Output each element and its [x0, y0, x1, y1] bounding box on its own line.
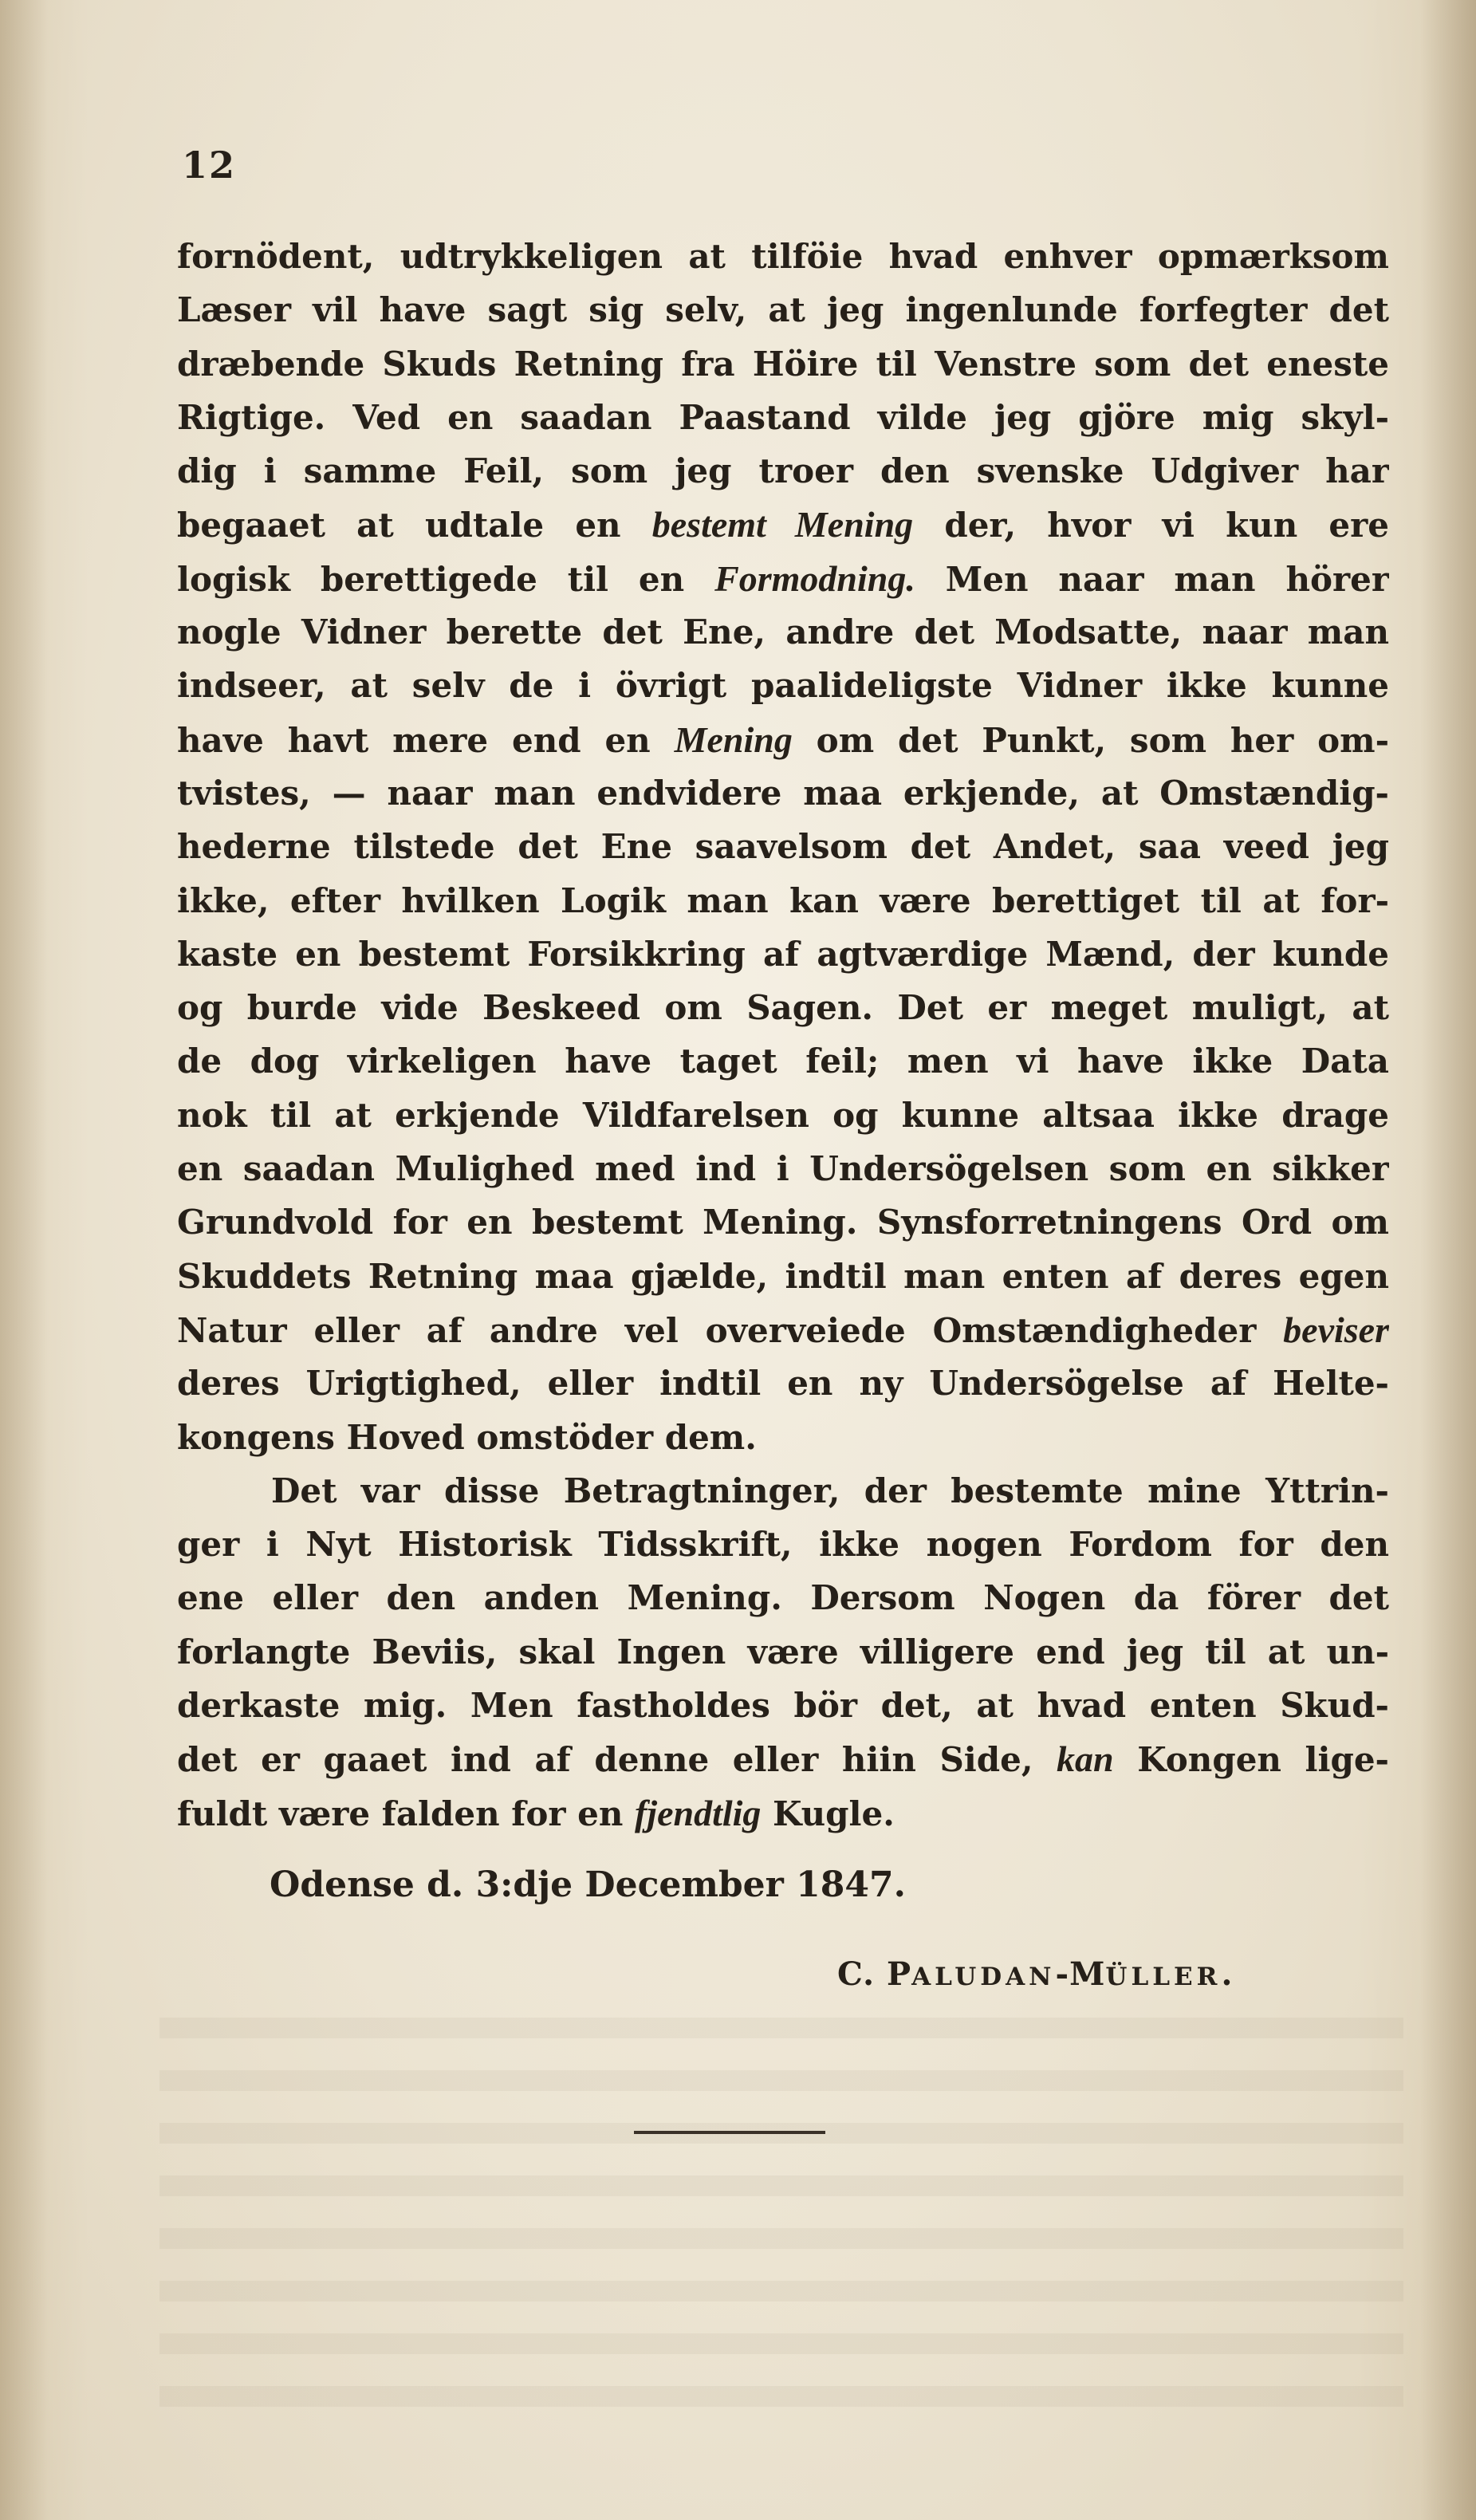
text-line: indseer, at selv de i övrigt paalideligste Vidner ikke kunne	[177, 666, 1389, 706]
text-line: nok til at erkjende Vildfarelsen og kunne altsaa ikke drage	[177, 1095, 1389, 1135]
text-segment: der, hvor vi kun ere	[913, 506, 1389, 545]
italic-emphasis: beviser	[1283, 1309, 1389, 1350]
signature-cap: P	[886, 1955, 912, 1993]
page-number: 12	[182, 144, 237, 187]
text-line	[177, 713, 1389, 766]
text-segment: det er gaaet ind af denne eller hiin Side,	[177, 1740, 1057, 1780]
text-segment: have havt mere end en	[177, 720, 675, 760]
signature-initial: C.	[837, 1955, 887, 1993]
text-line: tvistes, — naar man endvidere maa erkjende, at Omstændig-	[177, 773, 1389, 813]
text-segment: logisk berettigede til en	[177, 559, 715, 599]
text-segment: Natur eller af andre vel overveiede Omstændigheder	[177, 1310, 1284, 1350]
text-line: ikke, efter hvilken Logik man kan være berettiget til at for-	[177, 880, 1389, 920]
text-line: forlangte Beviis, skal Ingen være villigere end jeg til at un-	[177, 1632, 1389, 1671]
text-segment: Kugle.	[761, 1794, 895, 1833]
text-line: fornödent, udtrykkeligen at tilföie hvad enhver opmærksom	[177, 237, 1389, 276]
text-line: Læser vil have sagt sig selv, at jeg ingenlunde forfegter det	[177, 290, 1389, 330]
text-line: deres Urigtighed, eller indtil en ny Undersögelse af Helte-	[177, 1364, 1389, 1404]
italic-emphasis: Mening	[674, 719, 793, 760]
text-line: derkaste mig. Men fastholdes bör det, at hvad enten Skud-	[177, 1686, 1389, 1726]
paragraph-start-line: Det var disse Betragtninger, der bestemte mine Yttrin-	[271, 1471, 1389, 1510]
text-line: dræbende Skuds Retning fra Höire til Venstre som det eneste	[177, 344, 1389, 384]
text-line: en saadan Mulighed med ind i Undersögelsen som en sikker	[177, 1149, 1389, 1189]
paragraph-end-line: kongens Hoved omstöder dem.	[177, 1417, 757, 1457]
text-line	[177, 1732, 1389, 1786]
text-line	[177, 552, 1389, 605]
text-line: ger i Nyt Historisk Tidsskrift, ikke nogen Fordom for den	[177, 1525, 1389, 1565]
dateline: Odense d. 3:dje December 1847.	[270, 1864, 906, 1905]
page-shadow-left	[0, 0, 48, 2520]
text-segment: begaaet at udtale en	[177, 506, 652, 545]
text-segment: om det Punkt, som her om-	[792, 720, 1389, 760]
text-line: og burde vide Beskeed om Sagen. Det er meget muligt, at	[177, 988, 1389, 1028]
paragraph-end-line	[177, 1786, 1389, 1840]
text-line: de dog virkeligen have taget feil; men vi have ikke Data	[177, 1041, 1389, 1081]
signature-dash: -	[1055, 1955, 1070, 1993]
text-line: Skuddets Retning maa gjælde, indtil man enten af deres egen	[177, 1256, 1389, 1296]
text-line: kaste en bestemt Forsikkring af agtværdige Mænd, der kunde	[177, 934, 1389, 974]
text-line	[177, 498, 1389, 551]
author-signature	[837, 1955, 1233, 1993]
signature-small-caps: ALUDAN	[911, 1963, 1056, 1991]
signature-end: .	[1221, 1955, 1234, 1993]
bleed-through-text	[159, 2018, 1403, 2432]
italic-emphasis: kan	[1057, 1738, 1114, 1780]
section-divider-rule	[634, 2131, 825, 2134]
text-line	[177, 1303, 1389, 1356]
body-text	[177, 230, 1389, 1840]
italic-emphasis: fjendtlig	[634, 1792, 762, 1833]
text-line: ene eller den anden Mening. Dersom Nogen da förer det	[177, 1578, 1389, 1618]
text-segment: fuldt være falden for en	[177, 1794, 635, 1833]
italic-emphasis: Formodning.	[714, 557, 915, 599]
page-shadow-right	[1420, 0, 1476, 2520]
text-line: dig i samme Feil, som jeg troer den svenske Udgiver har	[177, 451, 1389, 491]
text-line: Grundvold for en bestemt Mening. Synsforretningens Ord om	[177, 1203, 1389, 1242]
text-line: nogle Vidner berette det Ene, andre det Modsatte, naar man	[177, 612, 1389, 652]
text-line: Rigtige. Ved en saadan Paastand vilde jeg gjöre mig skyl-	[177, 397, 1389, 437]
text-segment: Men naar man hörer	[915, 559, 1389, 599]
italic-emphasis: bestemt Mening	[651, 504, 914, 545]
text-segment: Kongen lige-	[1113, 1740, 1389, 1780]
signature-cap: M	[1069, 1955, 1106, 1993]
signature-small-caps: ÜLLER	[1105, 1963, 1222, 1991]
text-line: hederne tilstede det Ene saavelsom det Andet, saa veed jeg	[177, 827, 1389, 867]
